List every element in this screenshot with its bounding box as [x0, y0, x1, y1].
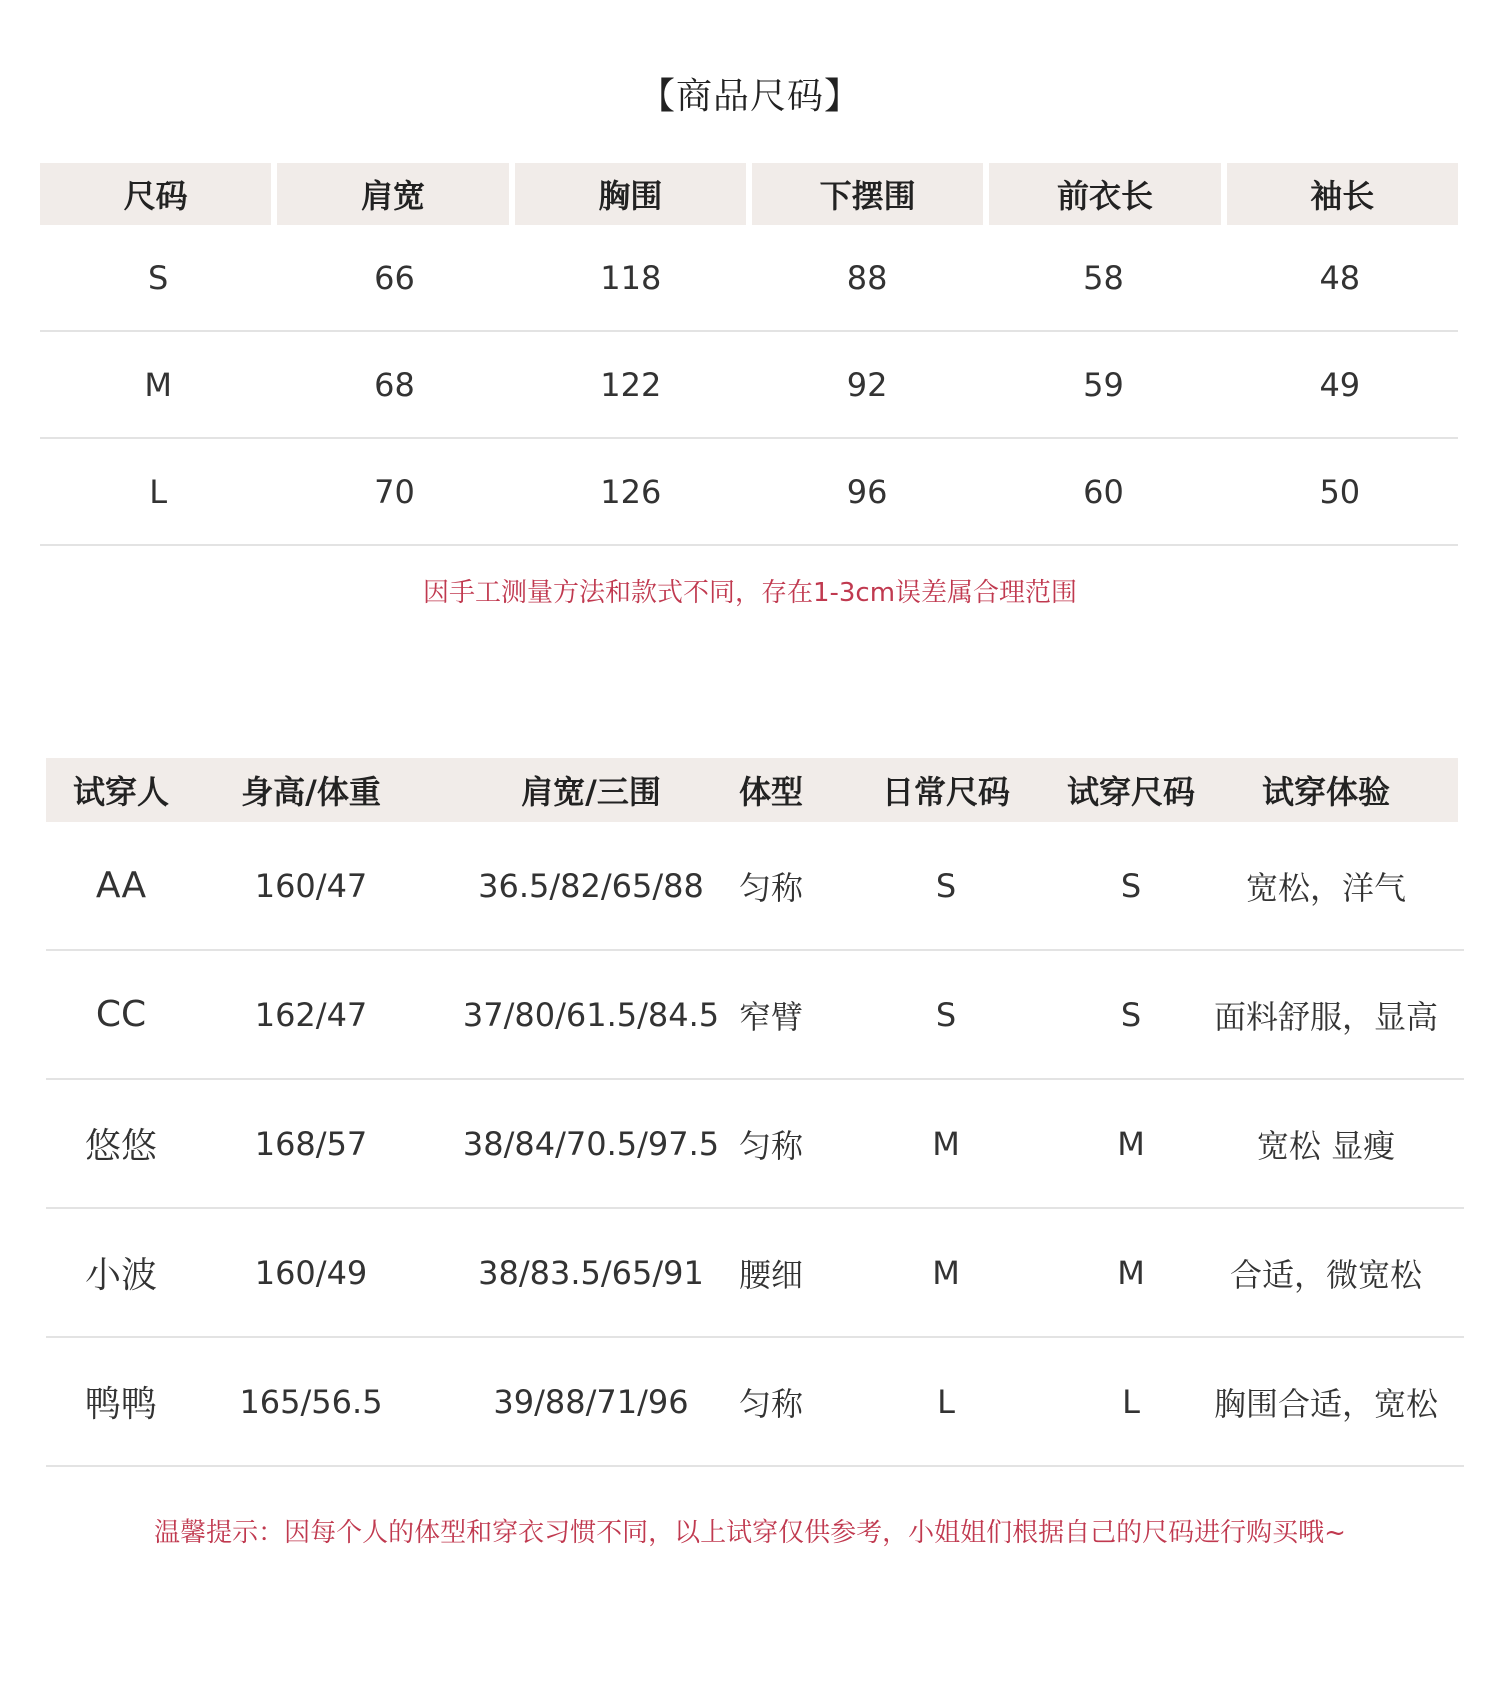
measurement-note: 因手工测量方法和款式不同，存在1-3cm误差属合理范围 [422, 578, 1078, 608]
size-cell: 118 [600, 258, 662, 297]
tryon-cell: 面料舒服，显高 [1213, 997, 1438, 1036]
size-table-header [40, 163, 1458, 225]
tryon-header-cell: 试穿人 [72, 773, 169, 811]
table-row [46, 1209, 1464, 1338]
size-cell: 96 [846, 472, 888, 511]
size-cell: 50 [1319, 472, 1361, 511]
size-header-cell: 前衣长 [989, 163, 1220, 225]
tryon-cell: 胸围合适，宽松 [1213, 1384, 1438, 1423]
table-row [46, 1338, 1464, 1467]
tryon-cell: M [932, 1124, 960, 1163]
table-row [40, 332, 1458, 439]
tryon-cell: AA [95, 865, 147, 906]
tryon-cell: 窄臂 [738, 997, 803, 1036]
size-cell: L [149, 472, 168, 511]
tryon-cell: L [937, 1382, 955, 1421]
tryon-cell: 小波 [84, 1255, 157, 1296]
tryon-cell: M [1117, 1253, 1145, 1292]
table-row [40, 439, 1458, 546]
size-cell: 48 [1319, 258, 1361, 297]
tryon-cell: 39/88/71/96 [493, 1382, 689, 1421]
tryon-cell: 38/84/70.5/97.5 [462, 1124, 720, 1163]
size-header-cell: 胸围 [515, 163, 746, 225]
tryon-header-cell: 试穿体验 [1261, 773, 1390, 811]
tryon-cell: 匀称 [738, 1126, 803, 1165]
size-header-cell: 肩宽 [277, 163, 508, 225]
size-cell: 58 [1083, 258, 1124, 297]
tryon-header-cell: 体型 [738, 773, 803, 811]
size-cell: 68 [374, 365, 415, 404]
tryon-header-cell: 日常尺码 [881, 773, 1010, 811]
tryon-cell: L [1122, 1382, 1140, 1421]
tryon-cell: 160/47 [254, 866, 368, 905]
tryon-cell: 宽松 显瘦 [1256, 1126, 1396, 1165]
size-header-cell: 尺码 [40, 163, 271, 225]
size-cell: 66 [374, 258, 415, 297]
tryon-cell: 腰细 [738, 1255, 803, 1294]
tryon-table-body [46, 822, 1464, 1467]
size-cell: 126 [600, 472, 662, 511]
size-cell: M [144, 365, 172, 404]
size-cell: 60 [1083, 472, 1124, 511]
tryon-header-cell: 身高/体重 [241, 773, 381, 811]
size-cell: 70 [374, 472, 415, 511]
tryon-cell: 匀称 [738, 1384, 803, 1423]
size-cell: 49 [1319, 365, 1361, 404]
tryon-cell: S [1120, 866, 1142, 905]
tryon-cell: S [935, 995, 957, 1034]
tryon-cell: 36.5/82/65/88 [478, 866, 704, 905]
tryon-header-cell: 肩宽/三围 [521, 773, 661, 811]
tryon-cell: S [1120, 995, 1142, 1034]
tryon-cell: S [935, 866, 957, 905]
tryon-cell: 162/47 [254, 995, 368, 1034]
tryon-cell: M [1117, 1124, 1145, 1163]
size-header-cell: 下摆围 [752, 163, 983, 225]
size-cell: 122 [600, 365, 662, 404]
size-header-cell: 袖长 [1227, 163, 1458, 225]
tryon-cell: 匀称 [738, 868, 803, 907]
table-row [46, 951, 1464, 1080]
table-row [40, 225, 1458, 332]
table-row [46, 822, 1464, 951]
size-table-body [40, 225, 1458, 546]
tryon-tip-note: 温馨提示：因每个人的体型和穿衣习惯不同，以上试穿仅供参考，小姐姐们根据自己的尺码进行购买哦~ [154, 1518, 1346, 1548]
tryon-header-cell: 试穿尺码 [1066, 773, 1195, 811]
size-cell: 59 [1083, 365, 1124, 404]
tryon-cell: 38/83.5/65/91 [478, 1253, 704, 1292]
size-cell: S [148, 258, 169, 297]
tryon-cell: 悠悠 [84, 1126, 157, 1167]
tryon-cell: 165/56.5 [239, 1382, 383, 1421]
tryon-cell: CC [95, 994, 147, 1035]
tryon-table-header [46, 758, 1458, 822]
table-row [46, 1080, 1464, 1209]
size-cell: 88 [846, 258, 888, 297]
tryon-cell: 合适，微宽松 [1229, 1255, 1422, 1294]
tryon-cell: 160/49 [254, 1253, 368, 1292]
tryon-cell: M [932, 1253, 960, 1292]
tryon-cell: 宽松，洋气 [1245, 868, 1406, 907]
tryon-cell: 168/57 [254, 1124, 368, 1163]
tryon-cell: 鸭鸭 [84, 1384, 157, 1425]
size-cell: 92 [846, 365, 888, 404]
tryon-cell: 37/80/61.5/84.5 [462, 995, 720, 1034]
page-title: 【商品尺码】 [638, 76, 861, 117]
